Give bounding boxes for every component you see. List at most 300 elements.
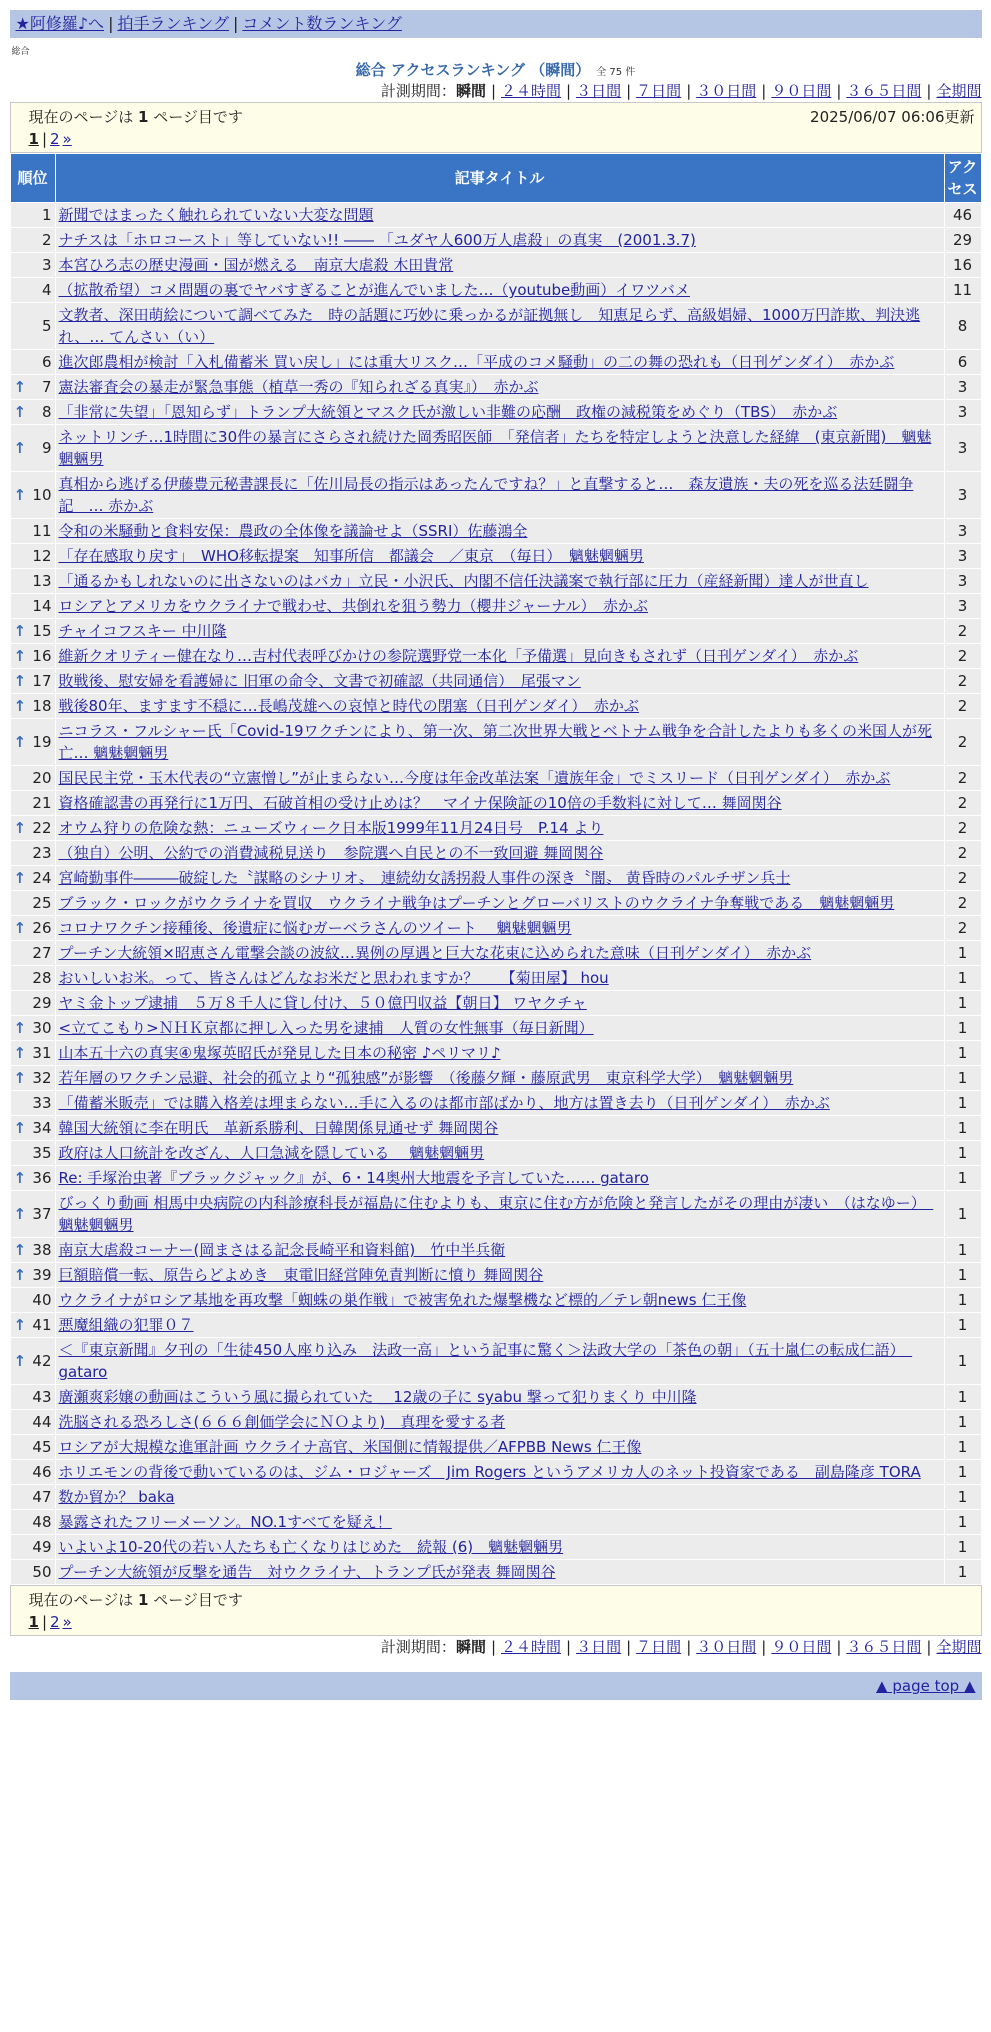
article-link[interactable]: おいしいお米。って、皆さんはどんなお米だと思われますか？ 【菊田屋】 hou xyxy=(58,969,609,987)
article-link[interactable]: 「通るかもしれないのに出さないのはバカ」立民・小沢氏、内閣不信任決議案で執行部に圧力（産経新聞）達人が世直し xyxy=(58,572,869,590)
article-link[interactable]: 数か貿か？ baka xyxy=(58,1488,175,1506)
period-link[interactable]: ７日間 xyxy=(636,1638,682,1656)
access-header: アクセス xyxy=(944,154,981,203)
pager-link[interactable]: 2 xyxy=(50,1613,60,1631)
title-cell xyxy=(55,375,944,400)
rank-cell xyxy=(10,228,55,253)
title-cell xyxy=(55,1510,944,1535)
access-count: 1 xyxy=(944,1016,981,1041)
period-separator: | xyxy=(836,82,842,100)
up-arrow-icon: ↑ xyxy=(13,622,27,640)
rank-number: 28 xyxy=(32,969,52,987)
current-page-number: 1 xyxy=(137,1591,149,1609)
title-cell xyxy=(55,350,944,375)
rank-number: 31 xyxy=(32,1044,52,1062)
rank-cell xyxy=(10,425,55,472)
table-row xyxy=(10,1535,981,1560)
period-separator: | xyxy=(566,1638,572,1656)
up-arrow-icon: ↑ xyxy=(13,672,27,690)
page-info-row xyxy=(29,106,975,128)
table-row xyxy=(10,916,981,941)
period-link[interactable]: ２４時間 xyxy=(501,82,562,100)
rank-cell xyxy=(10,619,55,644)
access-count: 1 xyxy=(944,1385,981,1410)
access-count: 1 xyxy=(944,1191,981,1238)
access-count: 3 xyxy=(944,569,981,594)
ranking-table xyxy=(10,153,982,1585)
access-count: 11 xyxy=(944,278,981,303)
article-link[interactable]: ナチスは「ホロコースト」等していない!! ―― 「ユダヤ人600万人虐殺」の真実 (2001.3.7) xyxy=(58,231,696,249)
article-link[interactable]: いよいよ10-20代の若い人たちも亡くなりはじめた 続報 (6) 魑魅魍魎男 xyxy=(58,1538,564,1556)
access-count: 2 xyxy=(944,891,981,916)
rank-number: 39 xyxy=(32,1266,52,1284)
pager xyxy=(29,1611,975,1633)
up-arrow-icon: ↑ xyxy=(13,378,27,396)
article-link[interactable]: 政府は人口統計を改ざん、人口急減を隠している 魑魅魍魎男 xyxy=(58,1144,485,1162)
rank-cell xyxy=(10,519,55,544)
table-row xyxy=(10,669,981,694)
up-arrow-icon: ↑ xyxy=(13,819,27,837)
access-count: 2 xyxy=(944,644,981,669)
access-count: 1 xyxy=(944,1166,981,1191)
title-cell xyxy=(55,1191,944,1238)
table-row xyxy=(10,941,981,966)
rank-number: 49 xyxy=(32,1538,52,1556)
period-link[interactable]: ９０日間 xyxy=(771,82,832,100)
up-arrow-icon: ↑ xyxy=(13,403,27,421)
rank-number: 18 xyxy=(32,697,52,715)
period-link[interactable]: ７日間 xyxy=(636,82,682,100)
article-link[interactable]: （独自）公明、公約での消費減税見送り 参院選へ自民との不一致回避 舞岡関谷 xyxy=(58,844,604,862)
table-row xyxy=(10,594,981,619)
rank-number: 34 xyxy=(32,1119,52,1137)
article-link[interactable]: 廣瀬爽彩嬢の動画はこういう風に撮られていた ＿12歳の子に syabu 撃って犯りまくり 中川隆 xyxy=(58,1388,697,1406)
access-count: 2 xyxy=(944,816,981,841)
period-link[interactable]: ２４時間 xyxy=(501,1638,562,1656)
pager-separator: | xyxy=(41,130,47,148)
rank-number: 29 xyxy=(32,994,52,1012)
rank-cell xyxy=(10,1066,55,1091)
access-count: 1 xyxy=(944,1338,981,1385)
title-cell xyxy=(55,303,944,350)
table-row xyxy=(10,1116,981,1141)
title-cell xyxy=(55,1141,944,1166)
rank-header: 順位 xyxy=(10,154,55,203)
article-link[interactable]: 新聞ではまったく触れられていない大変な問題 xyxy=(58,206,374,224)
page-info-row xyxy=(29,1589,975,1611)
rank-cell xyxy=(10,303,55,350)
article-link[interactable]: <立てこもり>ＮＨＫ京都に押し入った男を逮捕 人質の女性無事（毎日新聞） xyxy=(58,1019,594,1037)
title-cell xyxy=(55,719,944,766)
pager-current: 1 xyxy=(28,130,39,148)
rank-number: 36 xyxy=(32,1169,52,1187)
rank-number: 44 xyxy=(32,1413,52,1431)
rank-cell xyxy=(10,941,55,966)
pager-current: 1 xyxy=(28,1613,39,1631)
pager-next[interactable]: » xyxy=(62,130,72,148)
period-link[interactable]: ３０日間 xyxy=(696,82,757,100)
title-cell xyxy=(55,1560,944,1585)
title-cell xyxy=(55,791,944,816)
rank-cell xyxy=(10,1141,55,1166)
article-link[interactable]: ＜『東京新聞』夕刊の「生徒450人座り込み 法政一高」という記事に驚く＞法政大学の「茶色の朝」（五十嵐仁の転成仁語） gataro xyxy=(58,1341,913,1381)
article-link[interactable]: びっくり動画 相馬中央病院の内科診療科長が福島に住むよりも、東京に住む方が危険と発言したがその理由が凄い （はなゆー） 魑魅魍魎男 xyxy=(58,1194,934,1234)
title-cell xyxy=(55,1091,944,1116)
rank-number: 45 xyxy=(32,1438,52,1456)
rank-number: 38 xyxy=(32,1241,52,1259)
title-cell xyxy=(55,966,944,991)
title-cell xyxy=(55,203,944,228)
period-link[interactable]: ３０日間 xyxy=(696,1638,757,1656)
article-link[interactable]: プーチン大統領が反撃を通告 対ウクライナ、トランプ氏が発表 舞岡関谷 xyxy=(58,1563,556,1581)
table-row xyxy=(10,253,981,278)
rank-cell xyxy=(10,719,55,766)
period-selector-bottom xyxy=(10,1636,982,1658)
up-arrow-icon: ↑ xyxy=(13,919,27,937)
access-count: 2 xyxy=(944,719,981,766)
table-row xyxy=(10,1091,981,1116)
rank-number: 23 xyxy=(32,844,52,862)
article-link[interactable]: 戦後80年、ますます不穏に…長嶋茂雄への哀悼と時代の閉塞（日刊ゲンダイ） 赤かぶ xyxy=(58,697,639,715)
rank-number: 16 xyxy=(32,647,52,665)
access-count: 3 xyxy=(944,472,981,519)
rank-cell xyxy=(10,1288,55,1313)
article-link[interactable]: 巨額賠償一転、原告らどよめき 東電旧経営陣免責判断に憤り 舞岡関谷 xyxy=(58,1266,544,1284)
article-link[interactable]: 資格確認書の再発行に1万円、石破首相の受け止めは？ マイナ保険証の10倍の手数料に対して… 舞岡関谷 xyxy=(58,794,782,812)
period-link[interactable]: ３日間 xyxy=(576,1638,622,1656)
table-row xyxy=(10,1410,981,1435)
rank-number: 19 xyxy=(32,733,52,751)
title-cell xyxy=(55,278,944,303)
title-cell xyxy=(55,644,944,669)
access-count: 16 xyxy=(944,253,981,278)
up-arrow-icon: ↑ xyxy=(13,733,27,751)
table-row xyxy=(10,1263,981,1288)
table-row xyxy=(10,303,981,350)
rank-number: 4 xyxy=(41,281,52,299)
article-link[interactable]: （拡散希望）コメ問題の裏でヤバすぎることが進んでいました…（youtube動画）イワツバメ xyxy=(58,281,690,299)
article-link[interactable]: 真相から逃げる伊藤豊元秘書課長に「佐川局長の指示はあったんですね？」と直撃すると… 森友遺族・夫の死を巡る法廷闘争記 … 赤かぶ xyxy=(58,475,914,515)
rank-number: 2 xyxy=(41,231,52,249)
page-title xyxy=(10,60,982,80)
nav-link-asyura[interactable]: ★阿修羅♪へ xyxy=(15,14,105,33)
rank-number: 6 xyxy=(41,353,52,371)
rank-cell xyxy=(10,253,55,278)
up-arrow-icon: ↑ xyxy=(13,697,27,715)
access-count: 3 xyxy=(944,519,981,544)
rank-number: 10 xyxy=(32,486,52,504)
rank-cell xyxy=(10,694,55,719)
rank-number: 7 xyxy=(41,378,52,396)
table-row xyxy=(10,766,981,791)
access-count: 1 xyxy=(944,1410,981,1435)
table-row xyxy=(10,619,981,644)
article-link[interactable]: 敗戦後、慰安婦を看護婦に 旧軍の命令、文書で初確認（共同通信） 尾張マン xyxy=(58,672,581,690)
title-cell xyxy=(55,1410,944,1435)
access-count: 1 xyxy=(944,1313,981,1338)
access-count: 29 xyxy=(944,228,981,253)
up-arrow-icon: ↑ xyxy=(13,869,27,887)
article-link[interactable]: 「非常に失望」「恩知らず」トランプ大統領とマスク氏が激しい非難の応酬 政権の減税策をめぐり（TBS） 赤かぶ xyxy=(58,403,838,421)
rank-number: 14 xyxy=(32,597,52,615)
article-link[interactable]: ホリエモンの背後で動いているのは、ジム・ロジャーズ Jim Rogers というアメリカ人のネット投資家である 副島隆彦 TORA xyxy=(58,1463,921,1481)
article-link[interactable]: ロシアとアメリカをウクライナで戦わせ、共倒れを狙う勢力（櫻井ジャーナル） 赤かぶ xyxy=(58,597,649,615)
nav-separator: | xyxy=(232,14,239,33)
title-cell xyxy=(55,941,944,966)
title-cell xyxy=(55,472,944,519)
up-arrow-icon: ↑ xyxy=(13,1069,27,1087)
table-row xyxy=(10,1435,981,1460)
article-link[interactable]: チャイコフスキー 中川隆 xyxy=(58,622,227,640)
rank-number: 30 xyxy=(32,1019,52,1037)
title-cell xyxy=(55,991,944,1016)
nav-link-clap-ranking[interactable]: 拍手ランキング xyxy=(117,14,229,33)
table-row xyxy=(10,1313,981,1338)
article-link[interactable]: プーチン大統領×昭恵さん電撃会談の波紋…異例の厚遇と巨大な花束に込められた意味（日刊ゲンダイ） 赤かぶ xyxy=(58,944,812,962)
article-link[interactable]: オウム狩りの危険な熱：ニューズウィーク日本版1999年11月24日号 P.14 より xyxy=(58,819,604,837)
rank-cell xyxy=(10,594,55,619)
title-cell xyxy=(55,544,944,569)
ranking-rows xyxy=(10,203,981,1585)
pager-link[interactable]: 2 xyxy=(50,130,60,148)
article-link[interactable]: ロシアが大規模な進軍計画 ウクライナ高官、米国側に情報提供／AFPBB News 仁王像 xyxy=(58,1438,642,1456)
article-link[interactable]: 「備蓄米販売」では購入格差は埋まらない…手に入るのは都市部ばかり、地方は置き去り（日刊ゲンダイ） 赤かぶ xyxy=(58,1094,830,1112)
table-row xyxy=(10,1385,981,1410)
article-link[interactable]: ブラック・ロックがウクライナを買収 ウクライナ戦争はプーチンとグローバリストのウクライナ争奪戦である 魑魅魍魎男 xyxy=(58,894,895,912)
rank-number: 24 xyxy=(32,869,52,887)
rank-cell xyxy=(10,1560,55,1585)
title-cell xyxy=(55,1166,944,1191)
article-link[interactable]: 進次郎農相が検討「入札備蓄米 買い戻し」には重大リスク…「平成のコメ騒動」の二の舞の恐れも（日刊ゲンダイ） 赤かぶ xyxy=(58,353,895,371)
title-cell xyxy=(55,1485,944,1510)
pager-next[interactable]: » xyxy=(62,1613,72,1631)
table-row xyxy=(10,228,981,253)
period-current: 瞬間 xyxy=(455,1638,486,1656)
article-link[interactable]: 南京大虐殺コーナー(岡まさはる記念長崎平和資料館) 竹中半兵衛 xyxy=(58,1241,506,1259)
article-link[interactable]: 宮崎勤事件―――破綻した〝謀略のシナリオ〟 連続幼女誘拐殺人事件の深き〝闇〟 黄昏時のパルチザン兵士 xyxy=(58,869,791,887)
access-count: 2 xyxy=(944,694,981,719)
rank-cell xyxy=(10,1116,55,1141)
rank-cell xyxy=(10,1091,55,1116)
table-row xyxy=(10,816,981,841)
access-count: 2 xyxy=(944,766,981,791)
rank-cell xyxy=(10,966,55,991)
rank-number: 42 xyxy=(32,1352,52,1370)
article-link[interactable]: 「存在感取り戻す」 WHO移転提案 知事所信 都議会 ／東京 （毎日） 魑魅魍魎男 xyxy=(58,547,644,565)
rank-number: 32 xyxy=(32,1069,52,1087)
title-cell xyxy=(55,1313,944,1338)
updated-time: 2025/06/07 06:06更新 xyxy=(810,108,975,126)
access-count: 1 xyxy=(944,1066,981,1091)
rank-cell xyxy=(10,1535,55,1560)
rank-number: 8 xyxy=(41,403,52,421)
rank-cell xyxy=(10,1166,55,1191)
article-link[interactable]: 国民民主党・玉木代表の“立憲憎し”が止まらない…今度は年金改革法案「遺族年金」でミスリード（日刊ゲンダイ） 赤かぶ xyxy=(58,769,891,787)
title-cell xyxy=(55,1338,944,1385)
table-row xyxy=(10,544,981,569)
access-count: 2 xyxy=(944,791,981,816)
article-link[interactable]: Re: 手塚治虫著『ブラックジャック』が、6・14奥州大地震を予言していた…… gataro xyxy=(58,1169,649,1187)
title-cell xyxy=(55,1385,944,1410)
page-title-text: 総合 アクセスランキング （瞬間） xyxy=(355,61,591,79)
title-cell xyxy=(55,253,944,278)
access-count: 1 xyxy=(944,991,981,1016)
access-count: 1 xyxy=(944,1485,981,1510)
table-row xyxy=(10,1191,981,1238)
period-link[interactable]: ３６５日間 xyxy=(846,82,922,100)
title-cell xyxy=(55,594,944,619)
article-link[interactable]: 憲法審査会の暴走が緊急事態（植草一秀の『知られざる真実』） 赤かぶ xyxy=(58,378,539,396)
access-count: 2 xyxy=(944,841,981,866)
table-row xyxy=(10,1141,981,1166)
article-link[interactable]: 洗脳される恐ろしさ(６６６創価学会にＮＯより) 真理を愛する者 xyxy=(58,1413,506,1431)
rank-number: 1 xyxy=(41,206,52,224)
access-count: 1 xyxy=(944,1435,981,1460)
article-link[interactable]: コロナワクチン接種後、後遺症に悩むガーベラさんのツイート 魑魅魍魎男 xyxy=(58,919,572,937)
access-count: 2 xyxy=(944,669,981,694)
rank-cell xyxy=(10,1263,55,1288)
rank-cell xyxy=(10,916,55,941)
up-arrow-icon: ↑ xyxy=(13,1266,27,1284)
up-arrow-icon: ↑ xyxy=(13,1044,27,1062)
article-link[interactable]: 悪魔組織の犯罪０７ xyxy=(58,1316,194,1334)
rank-cell xyxy=(10,472,55,519)
period-separator: | xyxy=(490,1638,497,1656)
access-count: 1 xyxy=(944,1141,981,1166)
access-count: 3 xyxy=(944,375,981,400)
table-row xyxy=(10,1238,981,1263)
table-row xyxy=(10,375,981,400)
rank-cell xyxy=(10,1510,55,1535)
table-row xyxy=(10,1560,981,1585)
title-cell xyxy=(55,766,944,791)
title-cell xyxy=(55,1535,944,1560)
rank-cell xyxy=(10,1238,55,1263)
page-info-prefix: 現在のページは xyxy=(28,1591,134,1609)
rank-cell xyxy=(10,350,55,375)
access-count: 1 xyxy=(944,1091,981,1116)
article-link[interactable]: 韓国大統領に李在明氏 革新系勝利、日韓関係見通せず 舞岡関谷 xyxy=(58,1119,499,1137)
table-row xyxy=(10,1288,981,1313)
rank-cell xyxy=(10,866,55,891)
table-row xyxy=(10,278,981,303)
period-link[interactable]: ９０日間 xyxy=(771,1638,832,1656)
up-arrow-icon: ↑ xyxy=(13,1169,27,1187)
rank-cell xyxy=(10,791,55,816)
table-row xyxy=(10,1066,981,1091)
table-row xyxy=(10,1338,981,1385)
title-cell xyxy=(55,694,944,719)
title-cell xyxy=(55,519,944,544)
title-cell xyxy=(55,1288,944,1313)
rank-cell xyxy=(10,1313,55,1338)
rank-cell xyxy=(10,278,55,303)
rank-number: 13 xyxy=(32,572,52,590)
category-label: 総合 xyxy=(11,47,30,57)
article-link[interactable]: 山本五十六の真実④鬼塚英昭氏が発見した日本の秘密 ♪ペリマリ♪ xyxy=(58,1044,501,1062)
table-row xyxy=(10,991,981,1016)
pager xyxy=(29,128,975,150)
table-row xyxy=(10,966,981,991)
access-count: 1 xyxy=(944,1263,981,1288)
access-count: 3 xyxy=(944,594,981,619)
access-count: 1 xyxy=(944,1535,981,1560)
period-link[interactable]: 全期間 xyxy=(936,1638,982,1656)
table-row xyxy=(10,1510,981,1535)
title-cell xyxy=(55,1041,944,1066)
rank-number: 21 xyxy=(32,794,52,812)
period-link[interactable]: ３６５日間 xyxy=(846,1638,922,1656)
rank-cell xyxy=(10,544,55,569)
access-count: 2 xyxy=(944,916,981,941)
table-row xyxy=(10,841,981,866)
period-separator: | xyxy=(626,1638,632,1656)
rank-cell xyxy=(10,1410,55,1435)
period-separator: | xyxy=(566,82,572,100)
period-label: 計測期間： xyxy=(380,82,456,100)
table-row xyxy=(10,866,981,891)
up-arrow-icon: ↑ xyxy=(13,1316,27,1334)
period-link[interactable]: 全期間 xyxy=(936,82,982,100)
article-link[interactable]: 暴露されたフリーメーソン。NO.1すべてを疑え！ xyxy=(58,1513,392,1531)
table-row xyxy=(10,1016,981,1041)
article-link[interactable]: 若年層のワクチン忌避、社会的孤立より“孤独感”が影響 （後藤夕輝・藤原武男 東京科学大学） 魑魅魍魎男 xyxy=(58,1069,794,1087)
up-arrow-icon: ↑ xyxy=(13,439,27,457)
table-row xyxy=(10,569,981,594)
article-link[interactable]: 維新クオリティー健在なり…吉村代表呼びかけの参院選野党一本化「予備選」見向きもされず（日刊ゲンダイ） 赤かぶ xyxy=(58,647,859,665)
access-count: 46 xyxy=(944,203,981,228)
title-cell xyxy=(55,816,944,841)
title-cell xyxy=(55,1238,944,1263)
title-cell xyxy=(55,891,944,916)
article-link[interactable]: 文教者、深田萌絵について調べてみた 時の話題に巧妙に乗っかるが証拠無し 知恵足らず、高級娼婦、1000万円詐欺、判決逃れ、… てんさい（い） xyxy=(58,306,921,346)
period-link[interactable]: ３日間 xyxy=(576,82,622,100)
title-cell xyxy=(55,400,944,425)
article-link[interactable]: ヤミ金トップ逮捕 ５万８千人に貸し付け、５０億円収益【朝日】 ワヤクチャ xyxy=(58,994,587,1012)
article-link[interactable]: 本宮ひろ志の歴史漫画・国が燃える 南京大虐殺 木田貴常 xyxy=(58,256,454,274)
top-nav xyxy=(10,10,982,38)
article-link[interactable]: ネットリンチ…1時間に30件の暴言にさらされ続けた岡秀昭医師 「発信者」たちを特定しようと決意した経緯 (東京新聞) 魑魅魍魎男 xyxy=(58,428,932,468)
period-selector-top xyxy=(10,80,982,102)
nav-link-comment-ranking[interactable]: コメント数ランキング xyxy=(242,14,402,33)
rank-number: 3 xyxy=(41,256,52,274)
table-row xyxy=(10,472,981,519)
table-row xyxy=(10,891,981,916)
access-count: 1 xyxy=(944,1460,981,1485)
rank-cell xyxy=(10,816,55,841)
rank-cell xyxy=(10,1016,55,1041)
rank-number: 43 xyxy=(32,1388,52,1406)
up-arrow-icon: ↑ xyxy=(13,1119,27,1137)
title-cell xyxy=(55,1066,944,1091)
up-arrow-icon: ↑ xyxy=(13,486,27,504)
table-row xyxy=(10,1460,981,1485)
article-link[interactable]: 令和の米騒動と食料安保：農政の全体像を議論せよ（SSRI）佐藤鴻全 xyxy=(58,522,528,540)
up-arrow-icon: ↑ xyxy=(13,1352,27,1370)
rank-cell xyxy=(10,669,55,694)
rank-cell xyxy=(10,400,55,425)
table-row xyxy=(10,644,981,669)
title-cell xyxy=(55,1435,944,1460)
access-count: 3 xyxy=(944,425,981,472)
article-link[interactable]: ニコラス・フルシャー氏「Covid-19ワクチンにより、第一次、第二次世界大戦とベトナム戦争を合計したよりも多くの米国人が死亡… 魑魅魍魎男 xyxy=(58,722,932,762)
rank-cell xyxy=(10,1041,55,1066)
period-separator: | xyxy=(626,82,632,100)
page-top-link[interactable]: ▲ page top ▲ xyxy=(876,1677,976,1695)
article-link[interactable]: ウクライナがロシア基地を再攻撃「蜘蛛の巣作戦」で被害免れた爆撃機など標的／テレ朝news 仁王像 xyxy=(58,1291,747,1309)
rank-number: 5 xyxy=(41,317,52,335)
page-info-bottom xyxy=(10,1585,982,1636)
